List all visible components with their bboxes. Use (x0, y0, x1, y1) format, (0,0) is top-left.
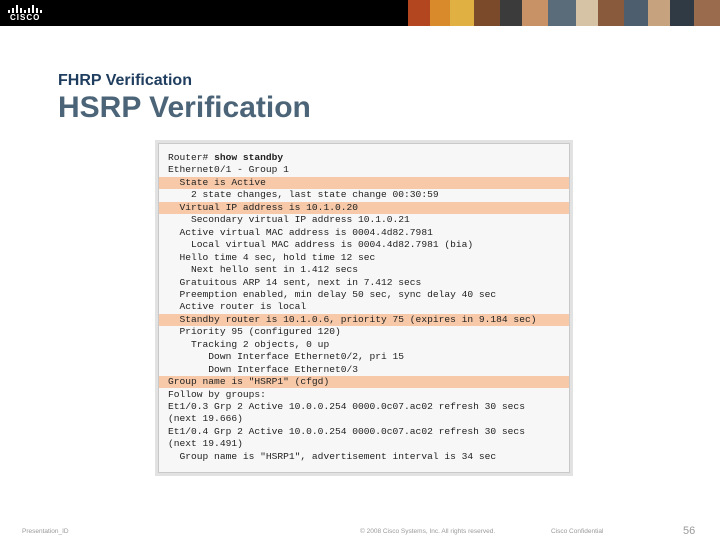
console-prompt: Router# (168, 152, 215, 163)
console-line: Down Interface Ethernet0/2, pri 15 (168, 351, 405, 363)
cisco-bridge-icon (8, 4, 44, 13)
console-line: Et1/0.3 Grp 2 Active 10.0.0.254 0000.0c07.ac02 refresh 30 secs (168, 401, 525, 412)
console-line: Group name is "HSRP1", advertisement interval is 34 sec (168, 450, 497, 462)
footer-confidential: Cisco Confidential (551, 528, 604, 535)
slide-title: HSRP Verification (58, 91, 311, 124)
footer-presentation-id: Presentation_ID (22, 528, 69, 535)
console-line: Active router is local (168, 301, 307, 313)
console-line: (next 19.491) (168, 438, 243, 450)
console-line: Active virtual MAC address is 0004.4d82.7981 (168, 226, 433, 238)
console-line: Priority 95 (configured 120) (168, 326, 341, 338)
console-line: Group name is "HSRP1" (cfgd) (159, 376, 569, 388)
header-bar (0, 0, 720, 26)
console-line: Tracking 2 objects, 0 up (168, 338, 330, 350)
console-line: 2 state changes, last state change 00:30:59 (168, 189, 439, 201)
slide-subtitle: FHRP Verification (58, 72, 192, 89)
console-command: show standby (214, 152, 284, 163)
console-line: Standby router is 10.1.0.6, priority 75 (expires in 9.184 sec) (159, 314, 569, 326)
console-line: State is Active (159, 177, 569, 189)
console-line: Ethernet0/1 - Group 1 (168, 164, 289, 176)
console-line: Gratuitous ARP 14 sent, next in 7.412 secs (168, 276, 422, 288)
console-line: (next 19.666) (168, 413, 243, 425)
cisco-logo (8, 4, 44, 22)
logo-text: CISCO (10, 13, 41, 22)
console-line: Secondary virtual IP address 10.1.0.21 (168, 214, 410, 226)
console-line: Virtual IP address is 10.1.0.20 (159, 202, 569, 214)
header-photo-strip (408, 0, 720, 26)
console-line: Preemption enabled, min delay 50 sec, sync delay 40 sec (168, 288, 497, 300)
console-line: Follow by groups: (168, 388, 266, 400)
console-line: Down Interface Ethernet0/3 (168, 363, 358, 375)
console-output-panel (158, 143, 570, 473)
page-number: 56 (683, 525, 696, 537)
console-command-line (159, 152, 569, 164)
footer-copyright: © 2008 Cisco Systems, Inc. All rights reserved. (360, 528, 496, 535)
console-line: Et1/0.4 Grp 2 Active 10.0.0.254 0000.0c07.ac02 refresh 30 secs (168, 425, 525, 437)
console-line: Next hello sent in 1.412 secs (168, 264, 358, 276)
console-line: Hello time 4 sec, hold time 12 sec (168, 251, 376, 263)
console-line: Local virtual MAC address is 0004.4d82.7981 (bia) (168, 239, 474, 251)
